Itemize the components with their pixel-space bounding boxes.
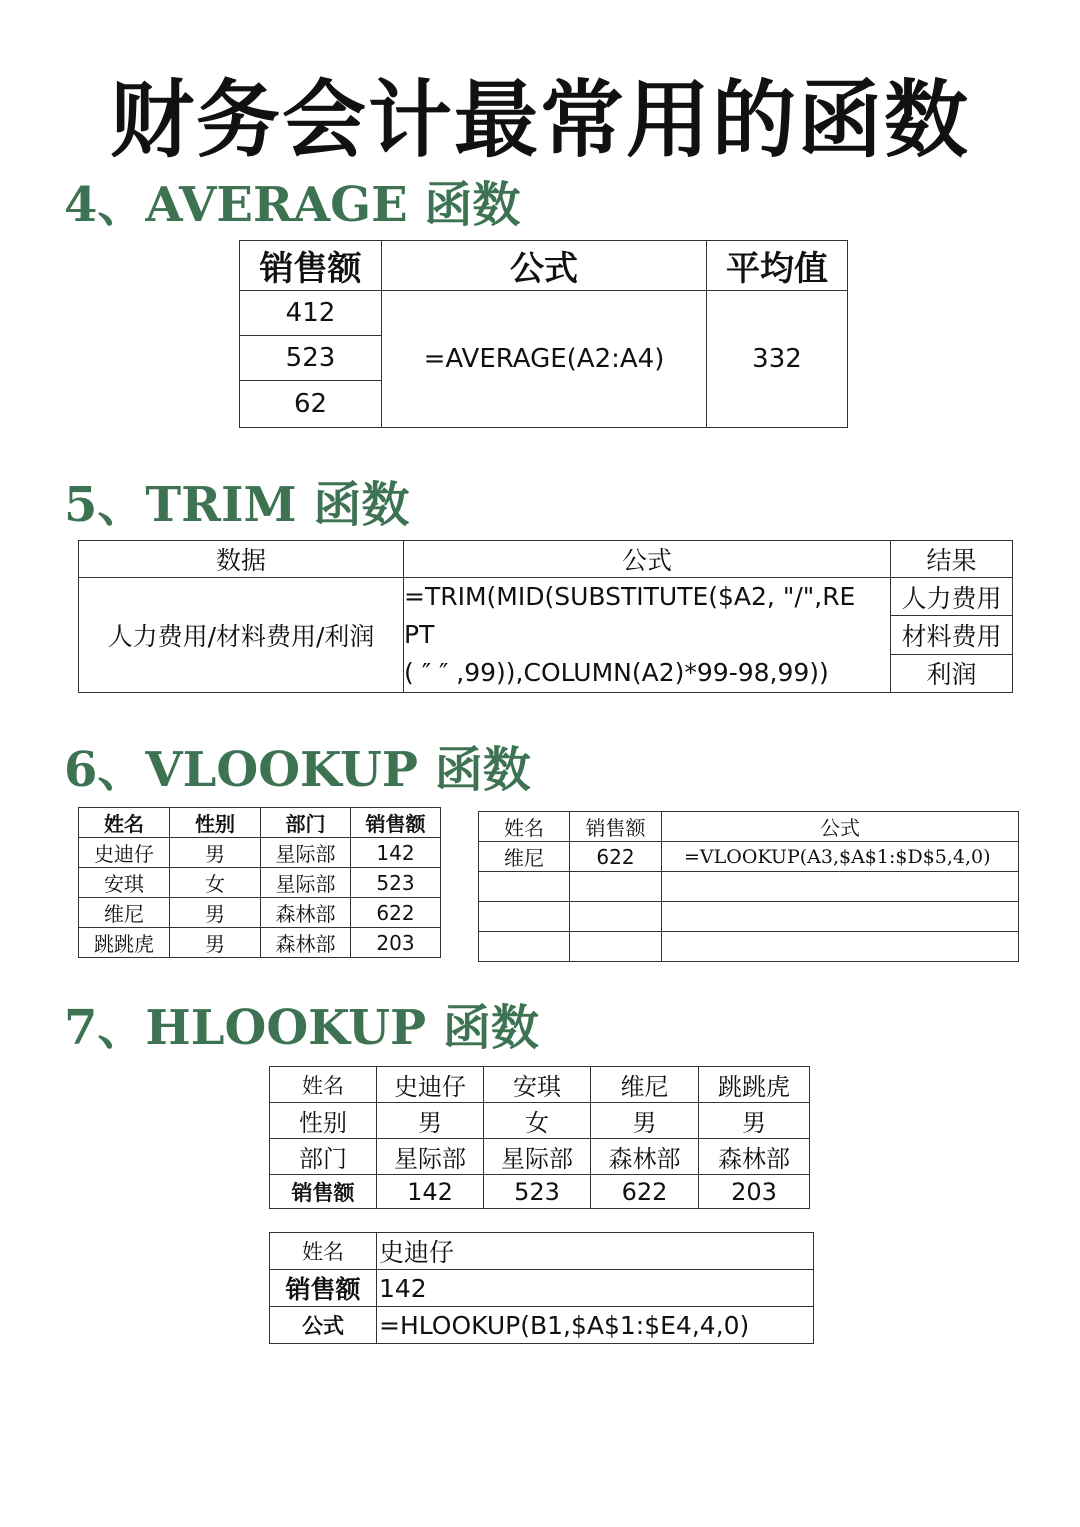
section-title-average [64,175,520,235]
table-row [479,902,1019,932]
table-header: 结果 [891,541,1013,578]
table-cell: 142 [377,1270,814,1307]
table-cell: 森林部 [699,1139,810,1175]
table-cell [479,932,570,962]
section-title-vlookup-cn: 函数 [434,742,531,798]
table-header: 销售额 [351,808,441,838]
table-row [79,898,441,928]
table-header: 公式 [404,541,891,578]
table-cell: 跳跳虎 [699,1067,810,1103]
table-header: 销售额 [240,241,382,291]
section-title-trim-text: 5、TRIM [64,477,314,533]
table-row-header: 姓名 [270,1233,377,1270]
hlookup-lookup-table [269,1232,814,1344]
average-table [239,240,848,428]
table-cell [662,872,1019,902]
table-cell-formula: =AVERAGE(A2:A4) [382,291,707,428]
table-cell: 维尼 [479,842,570,872]
table-cell: 史迪仔 [79,838,170,868]
table-cell: 森林部 [591,1139,699,1175]
table-header: 公式 [382,241,707,291]
table-cell [662,932,1019,962]
section-title-average-cn: 函数 [424,177,521,233]
table-row [270,1139,810,1175]
vlookup-source-table [78,807,441,958]
table-cell-sales: 412 [240,291,382,336]
hlookup-source-table [269,1066,810,1209]
table-cell: 维尼 [79,898,170,928]
section-title-trim [64,475,409,535]
table-row [479,872,1019,902]
table-cell-sales: 523 [240,336,382,381]
table-row-header: 姓名 [270,1067,377,1103]
section-title-hlookup-cn: 函数 [442,1000,539,1056]
page-title: 财务会计最常用的函数 [109,71,970,169]
table-cell: 男 [170,928,261,958]
table-cell: 男 [699,1103,810,1139]
table-cell-data: 人力费用/材料费用/利润 [79,578,404,693]
table-row [270,1103,810,1139]
table-cell-formula [404,578,891,693]
table-header: 数据 [79,541,404,578]
table-cell: 星际部 [484,1139,591,1175]
table-row-header: 销售额 [270,1175,377,1209]
table-cell: 203 [699,1175,810,1209]
table-cell: 跳跳虎 [79,928,170,958]
table-row [270,1307,814,1344]
formula-line: ( ″ ″ ,99)),COLUMN(A2)*99-98,99)) [404,658,829,687]
table-cell: 安琪 [79,868,170,898]
table-header: 公式 [662,812,1019,842]
table-header: 平均值 [707,241,848,291]
table-cell: 史迪仔 [377,1067,484,1103]
table-cell: 女 [170,868,261,898]
table-cell-formula: =VLOOKUP(A3,$A$1:$D$5,4,0) [662,842,1019,872]
table-row [270,1233,814,1270]
section-title-hlookup-text: 7、HLOOKUP [64,1000,443,1056]
table-row-header: 部门 [270,1139,377,1175]
section-title-vlookup [64,740,531,800]
table-cell [662,902,1019,932]
table-row [79,868,441,898]
table-cell: 男 [377,1103,484,1139]
table-cell: 女 [484,1103,591,1139]
table-header: 销售额 [570,812,662,842]
table-cell: 星际部 [377,1139,484,1175]
section-title-hlookup [64,998,539,1058]
table-cell: 142 [351,838,441,868]
table-cell: 男 [170,838,261,868]
table-row [79,838,441,868]
table-row [270,1067,810,1103]
table-cell: 523 [351,868,441,898]
table-row-header: 销售额 [270,1270,377,1307]
table-cell: 维尼 [591,1067,699,1103]
section-title-trim-cn: 函数 [313,477,410,533]
table-header: 姓名 [479,812,570,842]
trim-table [78,540,1013,693]
table-header: 姓名 [79,808,170,838]
table-row-header: 性别 [270,1103,377,1139]
table-cell [570,872,662,902]
table-cell: 森林部 [261,898,351,928]
table-cell: 622 [570,842,662,872]
table-cell: 142 [377,1175,484,1209]
section-title-average-text: 4、AVERAGE [64,177,425,233]
table-cell [479,872,570,902]
table-cell: 203 [351,928,441,958]
table-cell: 622 [351,898,441,928]
table-cell-result: 332 [707,291,848,428]
table-cell [479,902,570,932]
table-row [79,928,441,958]
table-cell: 星际部 [261,868,351,898]
table-cell [570,932,662,962]
table-row [479,842,1019,872]
table-header: 性别 [170,808,261,838]
table-cell: 安琪 [484,1067,591,1103]
table-row [270,1175,810,1209]
table-header: 部门 [261,808,351,838]
table-cell: 622 [591,1175,699,1209]
table-cell: 史迪仔 [377,1233,814,1270]
table-cell-formula: =HLOOKUP(B1,$A$1:$E4,4,0) [377,1307,814,1344]
table-cell-sales: 62 [240,381,382,428]
table-cell: 男 [591,1103,699,1139]
table-row [270,1270,814,1307]
table-row-header: 公式 [270,1307,377,1344]
formula-line: PT [404,620,435,649]
table-cell-result: 利润 [891,654,1013,692]
vlookup-lookup-table [478,811,1019,962]
table-row [479,932,1019,962]
table-cell [570,902,662,932]
table-cell-result: 材料费用 [891,616,1013,654]
section-title-vlookup-text: 6、VLOOKUP [64,742,435,798]
table-cell: 星际部 [261,838,351,868]
table-cell-result: 人力费用 [891,578,1013,616]
table-cell: 523 [484,1175,591,1209]
table-cell: 森林部 [261,928,351,958]
table-cell: 男 [170,898,261,928]
formula-line: =TRIM(MID(SUBSTITUTE($A2, "/",RE [404,582,856,611]
